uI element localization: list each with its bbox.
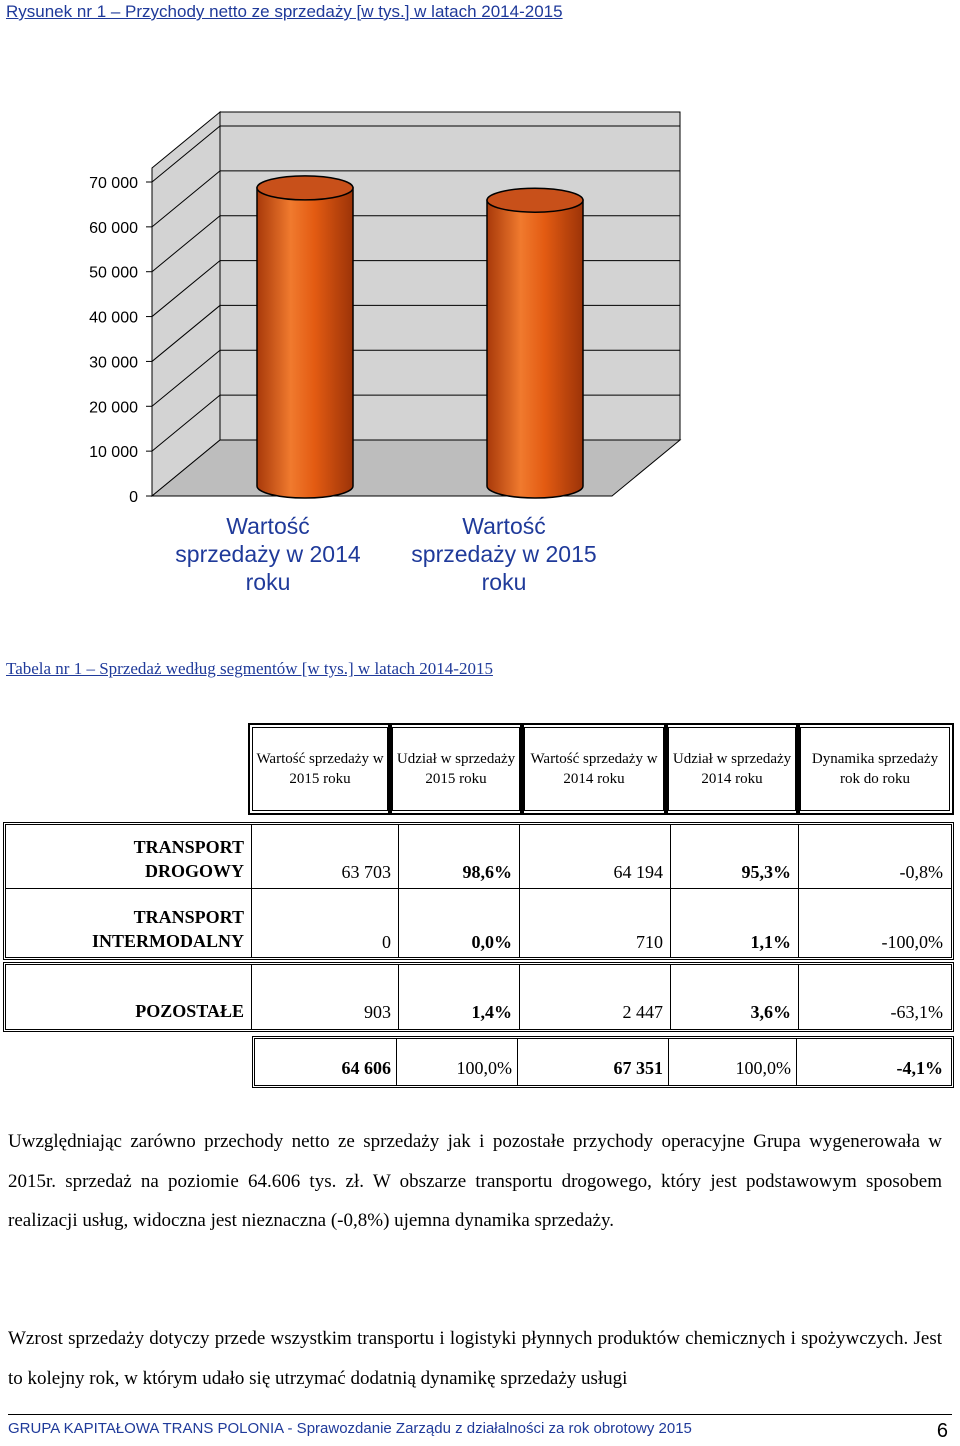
share-2015: 1,4% [471, 1002, 512, 1022]
y-tick-label: 60 000 [89, 219, 138, 237]
header-value-2014: Wartość sprzedaży w 2014 roku [520, 723, 668, 815]
paragraph: Uwzględniając zarówno przechody netto ze sprzedaży jak i pozostałe przychody operacyjne Grupa wygenerowała w 2015r. sprzedaż na poziomie 64.606 tys. zł. W obszarze transportu drogowego, który jest podstawowym sposobem realizacji usług, widoczna jest nieznaczna (-0,8%) ujemna dynamika sprzedaży. [8, 1131, 942, 1231]
value-2014: 710 [636, 932, 663, 952]
chart-side-wall [152, 112, 220, 496]
dynamics: -0,8% [899, 862, 943, 882]
y-tick-label: 30 000 [89, 354, 138, 372]
table-total-row [252, 1036, 954, 1088]
bar-top [257, 176, 353, 200]
share-2014: 1,1% [750, 932, 791, 952]
segment-name: TRANSPORT DROGOWY [133, 837, 244, 881]
y-tick-label: 0 [129, 489, 138, 506]
x-category-label: Wartość [226, 513, 310, 539]
value-2015: 0 [382, 932, 391, 952]
y-tick-label: 70 000 [89, 175, 138, 192]
header-share-2014: Udział w sprzedaży 2014 roku [664, 723, 800, 815]
total-share-2015: 100,0% [456, 1058, 512, 1078]
value-2015: 903 [364, 1002, 391, 1022]
header-value-2015: Wartość sprzedaży w 2015 roku [248, 723, 392, 815]
table-header-row [248, 723, 954, 819]
dynamics: -100,0% [881, 932, 943, 952]
bar [487, 200, 583, 498]
share-2015: 98,6% [462, 862, 512, 882]
table-segment-block [3, 822, 954, 960]
segment-name: POZOSTAŁE [135, 1001, 244, 1021]
footer-divider [8, 1414, 952, 1415]
y-tick-label: 20 000 [89, 399, 138, 417]
value-2014: 64 194 [613, 862, 663, 882]
x-category-label: roku [245, 569, 291, 595]
header-dynamics: Dynamika sprzedaży rok do roku [796, 723, 954, 815]
x-category-label: roku [481, 569, 527, 595]
bar-chart [0, 110, 960, 600]
y-tick-label: 10 000 [89, 444, 138, 462]
share-2014: 95,3% [741, 862, 791, 882]
bar-top [487, 188, 583, 212]
x-category-label: sprzedaży w 2015 [411, 541, 597, 567]
table-row [6, 965, 951, 1029]
share-2015: 0,0% [471, 932, 512, 952]
share-2014: 3,6% [750, 1002, 791, 1022]
total-value-2015: 64 606 [341, 1058, 391, 1078]
page-number: 6 [936, 1420, 948, 1442]
total-dynamics: -4,1% [896, 1058, 943, 1078]
y-tick-label: 40 000 [89, 309, 138, 327]
x-category-label: sprzedaży w 2014 [175, 541, 361, 567]
y-tick-label: 50 000 [89, 264, 138, 282]
chart-floor [152, 440, 680, 496]
segment-name: TRANSPORT INTERMODALNY [91, 907, 244, 951]
table-row [6, 895, 951, 959]
header-share-2015: Udział w sprzedaży 2015 roku [388, 723, 524, 815]
paragraph: Wzrost sprzedaży dotyczy przede wszystkim transportu i logistyki płynnych produktów chemicznych i spożywczych. Jest to kolejny rok, w którym udało się utrzymać dodatnią dynamikę sprzedaży usługi [8, 1328, 942, 1389]
value-2014: 2 447 [622, 1002, 663, 1022]
figure-title: Rysunek nr 1 – Przychody netto ze sprzedaży [w tys.] w latach 2014-2015 [6, 2, 563, 21]
footer-text: GRUPA KAPITAŁOWA TRANS POLONIA - Sprawozdanie Zarządu z działalności za rok obrotowy 2015 [8, 1420, 692, 1437]
table-segment-block [3, 962, 954, 1032]
dynamics: -63,1% [890, 1002, 943, 1022]
table-row [6, 825, 951, 889]
value-2015: 63 703 [341, 862, 391, 882]
total-value-2014: 67 351 [613, 1058, 663, 1078]
bar [257, 188, 353, 498]
x-category-label: Wartość [462, 513, 546, 539]
total-share-2014: 100,0% [735, 1058, 791, 1078]
table-title: Tabela nr 1 – Sprzedaż według segmentów [w tys.] w latach 2014-2015 [6, 659, 493, 678]
